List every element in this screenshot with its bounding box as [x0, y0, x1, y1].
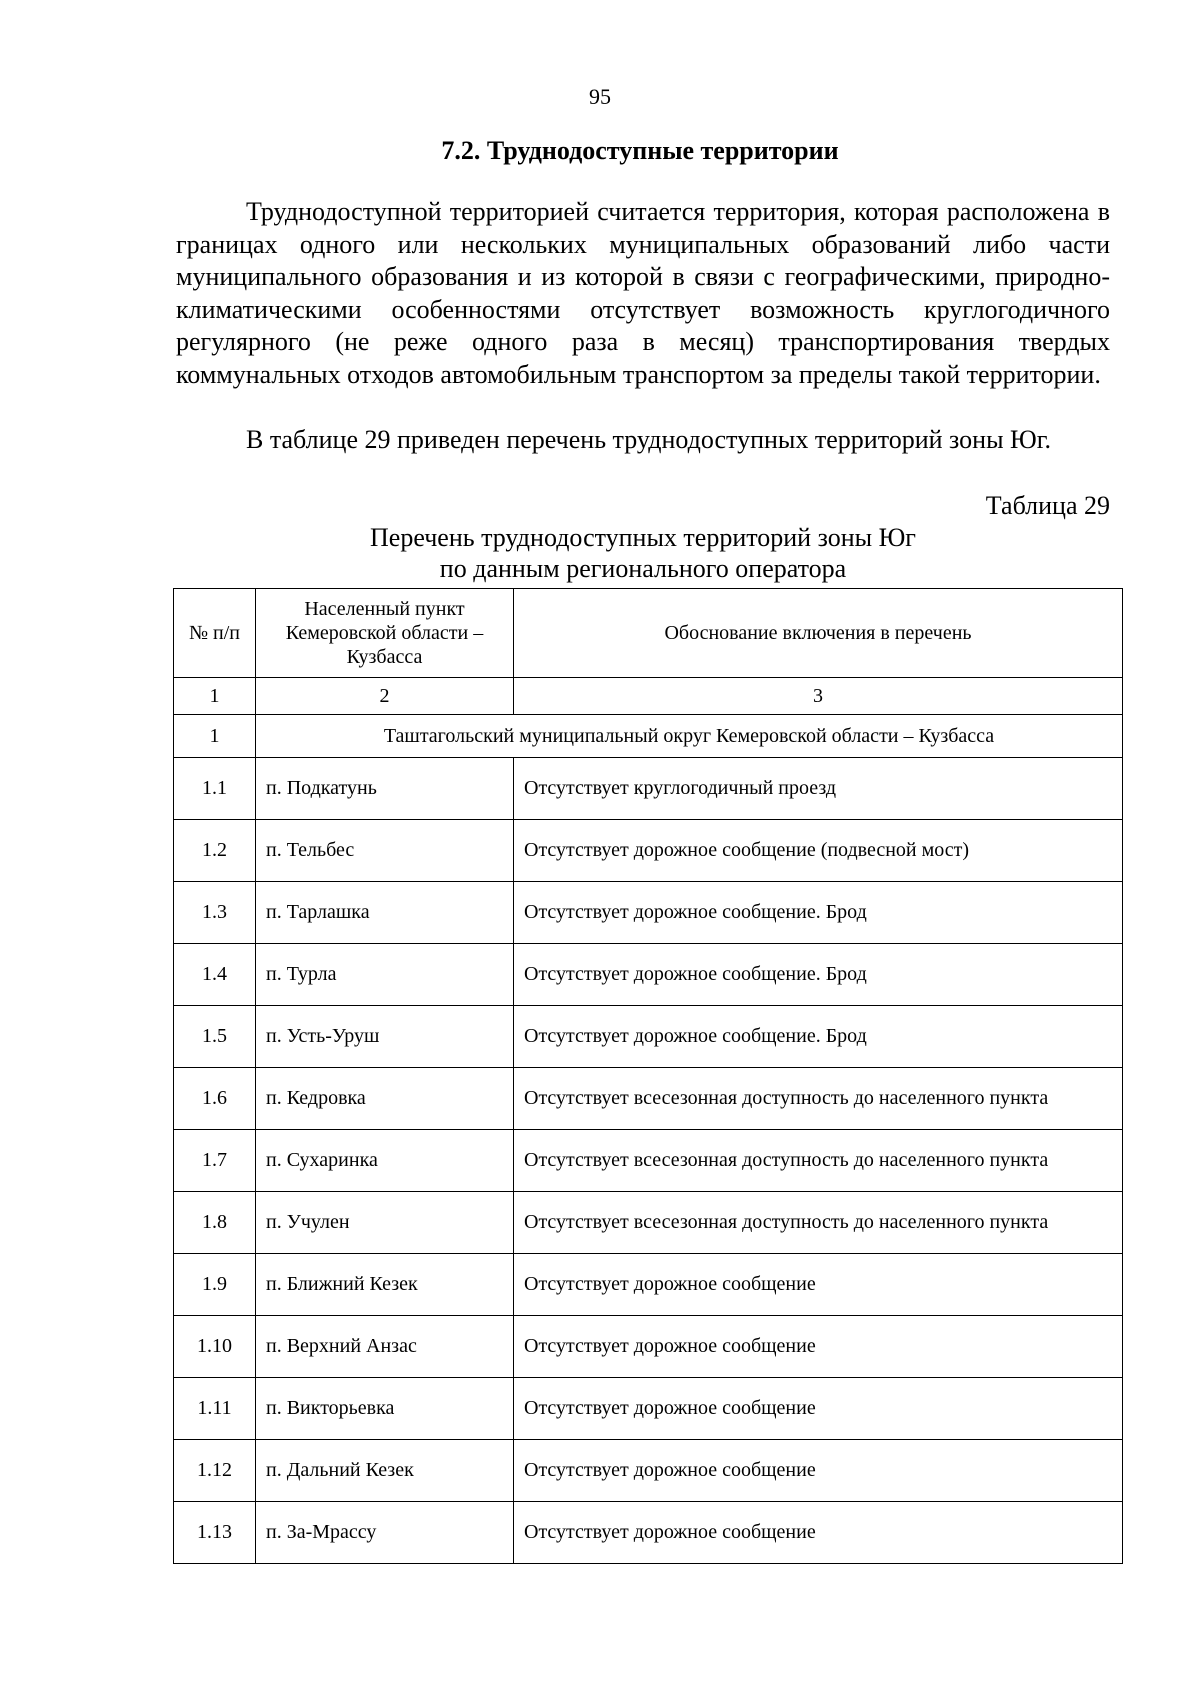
table-row: [174, 1006, 1123, 1068]
row-justification: Отсутствует дорожное сообщение. Брод: [514, 882, 1123, 944]
row-settlement: п. Усть-Уруш: [256, 1006, 514, 1068]
row-number: 1.12: [174, 1440, 256, 1502]
row-number: 1.8: [174, 1192, 256, 1254]
table-row: [174, 944, 1123, 1006]
page-number: 95: [589, 84, 611, 109]
table-row: [174, 1068, 1123, 1130]
row-settlement: п. За-Мрассу: [256, 1502, 514, 1564]
row-settlement: п. Тарлашка: [256, 882, 514, 944]
column-index-3: 3: [514, 678, 1123, 715]
row-settlement: п. Сухаринка: [256, 1130, 514, 1192]
row-justification: Отсутствует дорожное сообщение: [514, 1254, 1123, 1316]
paragraph-definition: Труднодоступной территорией считается территория, которая расположена в границах одного или нескольких муниципальных образований либо части муниципального образования и из которой в связи с географическими, природно-климатическими особенностями отсутствует возможность круглогодичного регулярного (не реже одного раза в месяц) транспортирования твердых коммунальных отходов автомобильным транспортом за пределы такой территории.: [176, 197, 1110, 389]
row-number: 1.7: [174, 1130, 256, 1192]
table-row: [174, 1254, 1123, 1316]
row-settlement: п. Викторьевка: [256, 1378, 514, 1440]
table-row: [174, 1502, 1123, 1564]
section-title: 7.2. Труднодоступные территории: [441, 136, 839, 165]
row-justification: Отсутствует всесезонная доступность до населенного пункта: [514, 1192, 1123, 1254]
table-row: [174, 1130, 1123, 1192]
column-index-row: [174, 678, 1123, 715]
table-title-line-1: Перечень труднодоступных территорий зоны Юг: [370, 523, 916, 552]
row-number: 1.5: [174, 1006, 256, 1068]
row-justification: Отсутствует дорожное сообщение: [514, 1316, 1123, 1378]
table-row: [174, 758, 1123, 820]
column-index-2: 2: [256, 678, 514, 715]
row-settlement: п. Ближний Кезек: [256, 1254, 514, 1316]
territories-table: [173, 588, 1123, 1564]
row-number: 1.6: [174, 1068, 256, 1130]
table-row: [174, 1316, 1123, 1378]
row-settlement: п. Дальний Кезек: [256, 1440, 514, 1502]
row-settlement: п. Учулен: [256, 1192, 514, 1254]
table-row: [174, 882, 1123, 944]
row-justification: Отсутствует всесезонная доступность до населенного пункта: [514, 1068, 1123, 1130]
row-number: 1.4: [174, 944, 256, 1006]
row-justification: Отсутствует круглогодичный проезд: [514, 758, 1123, 820]
row-justification: Отсутствует дорожное сообщение (подвесной мост): [514, 820, 1123, 882]
header-settlement: Населенный пункт Кемеровской области – Кузбасса: [256, 589, 514, 678]
row-number: 1.3: [174, 882, 256, 944]
group-name: Таштагольский муниципальный округ Кемеровской области – Кузбасса: [256, 715, 1123, 758]
row-number: 1.10: [174, 1316, 256, 1378]
row-settlement: п. Турла: [256, 944, 514, 1006]
row-justification: Отсутствует дорожное сообщение: [514, 1502, 1123, 1564]
row-settlement: п. Тельбес: [256, 820, 514, 882]
row-number: 1.13: [174, 1502, 256, 1564]
table-title: [176, 522, 1110, 584]
row-justification: Отсутствует дорожное сообщение: [514, 1440, 1123, 1502]
table-row: [174, 1192, 1123, 1254]
row-number: 1.9: [174, 1254, 256, 1316]
table-row: [174, 1440, 1123, 1502]
row-number: 1.2: [174, 820, 256, 882]
row-justification: Отсутствует дорожное сообщение: [514, 1378, 1123, 1440]
row-number: 1.1: [174, 758, 256, 820]
table-title-line-2: по данным регионального оператора: [439, 554, 847, 583]
header-number: № п/п: [174, 589, 256, 678]
group-number: 1: [174, 715, 256, 758]
table-header-row: [174, 589, 1123, 678]
row-settlement: п. Кедровка: [256, 1068, 514, 1130]
row-settlement: п. Подкатунь: [256, 758, 514, 820]
paragraph-table-reference: В таблице 29 приведен перечень труднодоступных территорий зоны Юг.: [246, 425, 1051, 454]
table-row: [174, 1378, 1123, 1440]
table-row: [174, 820, 1123, 882]
table-caption: Таблица 29: [985, 491, 1110, 520]
row-justification: Отсутствует дорожное сообщение. Брод: [514, 944, 1123, 1006]
group-row: [174, 715, 1123, 758]
row-justification: Отсутствует всесезонная доступность до населенного пункта: [514, 1130, 1123, 1192]
column-index-1: 1: [174, 678, 256, 715]
header-justification: Обоснование включения в перечень: [514, 589, 1123, 678]
row-settlement: п. Верхний Анзас: [256, 1316, 514, 1378]
row-number: 1.11: [174, 1378, 256, 1440]
row-justification: Отсутствует дорожное сообщение. Брод: [514, 1006, 1123, 1068]
